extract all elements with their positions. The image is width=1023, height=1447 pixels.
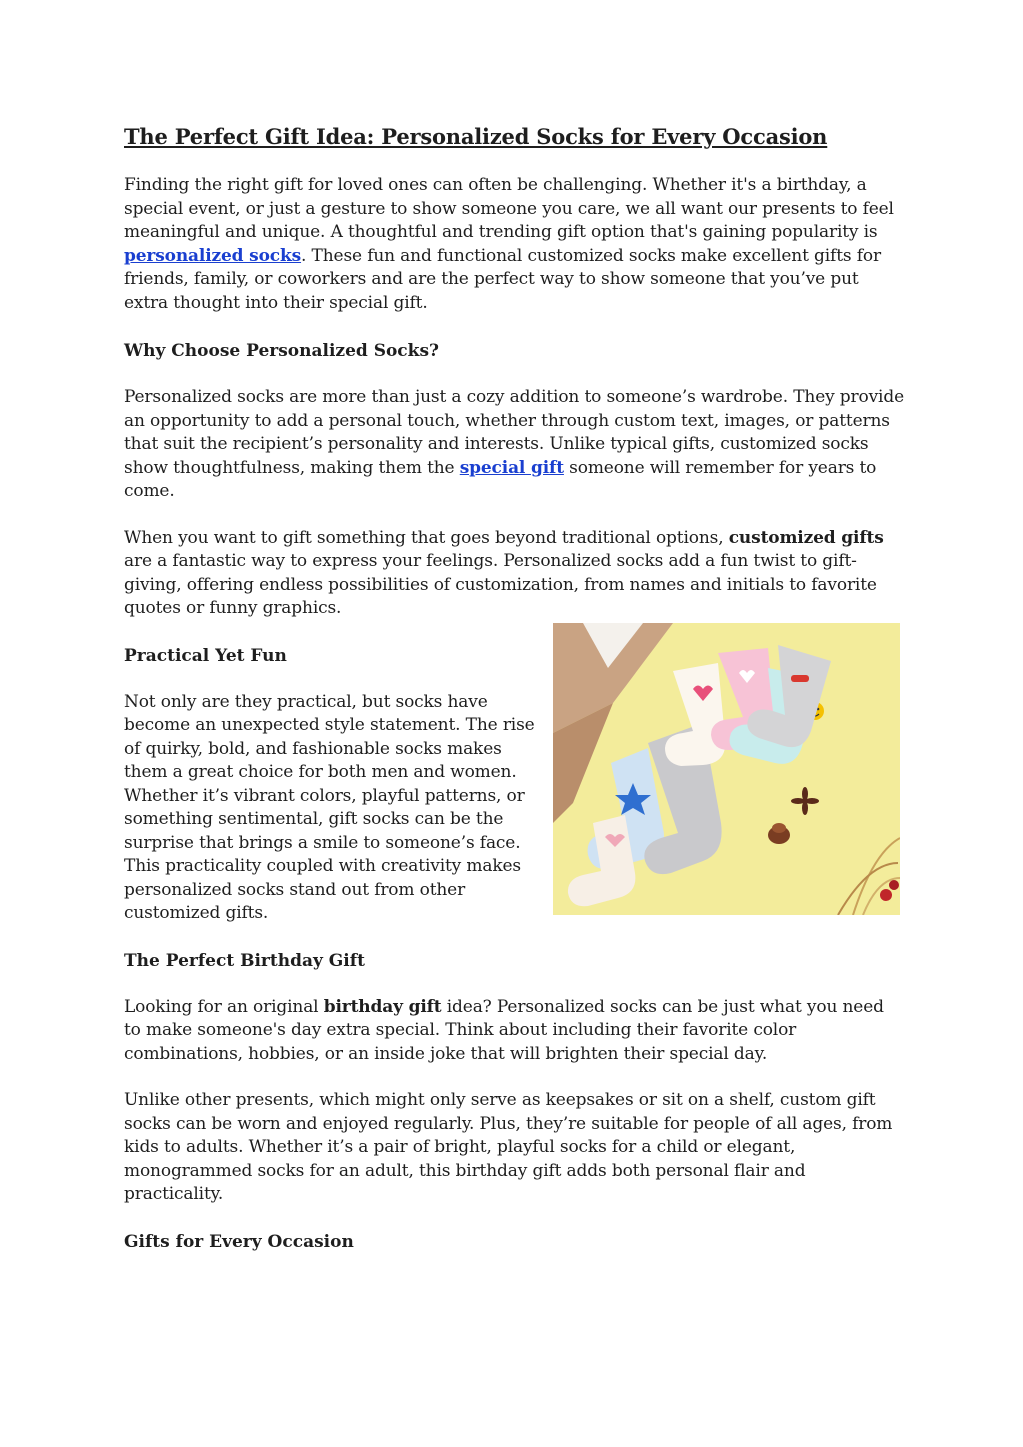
photo-of-personalized-kids-socks-icon	[553, 623, 900, 915]
practical-paragraph: Not only are they practical, but socks have become an unexpected style statement. The rise of quirky, bold, and fashionable socks makes them a great choice for both men and women. Whether it’s vibrant colors, playful patterns, or something sentimental, gift socks can be the surprise that brings a smile to someone’s face. This practicality coupled with creativity makes personalized socks stand out from other customized gifts.	[124, 691, 535, 923]
birthday-heading: The Perfect Birthday Gift	[124, 950, 365, 971]
special-gift-link[interactable]: special gift	[459, 457, 564, 478]
why-heading: Why Choose Personalized Socks?	[124, 341, 439, 361]
birthday-paragraph-1: Looking for an original birthday gift idea? Personalized socks can be just what you need to make someone's day extra special. Think about including their favorite color combinations, hobbies, or an inside joke that will brighten their special day.	[124, 996, 884, 1064]
article	[124, 121, 904, 1254]
page-title: The Perfect Gift Idea: Personalized Socks for Every Occasion	[124, 124, 828, 149]
why-paragraph-2: When you want to gift something that goes beyond traditional options, customized gifts are a fantastic way to express your feelings. Personalized socks add a fun twist to gift-giving, offering endless possibilities of customization, from names and initials to favorite quotes or funny graphics.	[124, 527, 884, 618]
intro-paragraph: Finding the right gift for loved ones can often be challenging. Whether it's a birthday, a special event, or just a gesture to show someone you care, we all want our presents to feel meaningful and unique. A thoughtful and trending gift option that's gaining popularity is personalized socks. These fun and functional customized socks make excellent gifts for friends, family, or coworkers and are the perfect way to show someone that you’ve put extra thought into their special gift.	[124, 175, 894, 313]
why-paragraph-1: Personalized socks are more than just a cozy addition to someone’s wardrobe. They provide an opportunity to add a personal touch, whether through custom text, images, or patterns that suit the recipient’s personality and interests. Unlike typical gifts, customized socks show thoughtfulness, making them the special gift someone will remember for years to come.	[124, 387, 904, 501]
birthday-paragraph-2: Unlike other presents, which might only serve as keepsakes or sit on a shelf, custom gift socks can be worn and enjoyed regularly. Plus, they’re suitable for people of all ages, from kids to adults. Whether it’s a pair of bright, playful socks for a child or elegant, monogrammed socks for an adult, this birthday gift adds both personal flair and practicality.	[124, 1090, 893, 1204]
occasion-heading: Gifts for Every Occasion	[124, 1231, 354, 1252]
personalized-socks-link[interactable]: personalized socks	[124, 245, 302, 266]
socks-photo	[553, 623, 900, 915]
practical-heading: Practical Yet Fun	[124, 645, 287, 666]
